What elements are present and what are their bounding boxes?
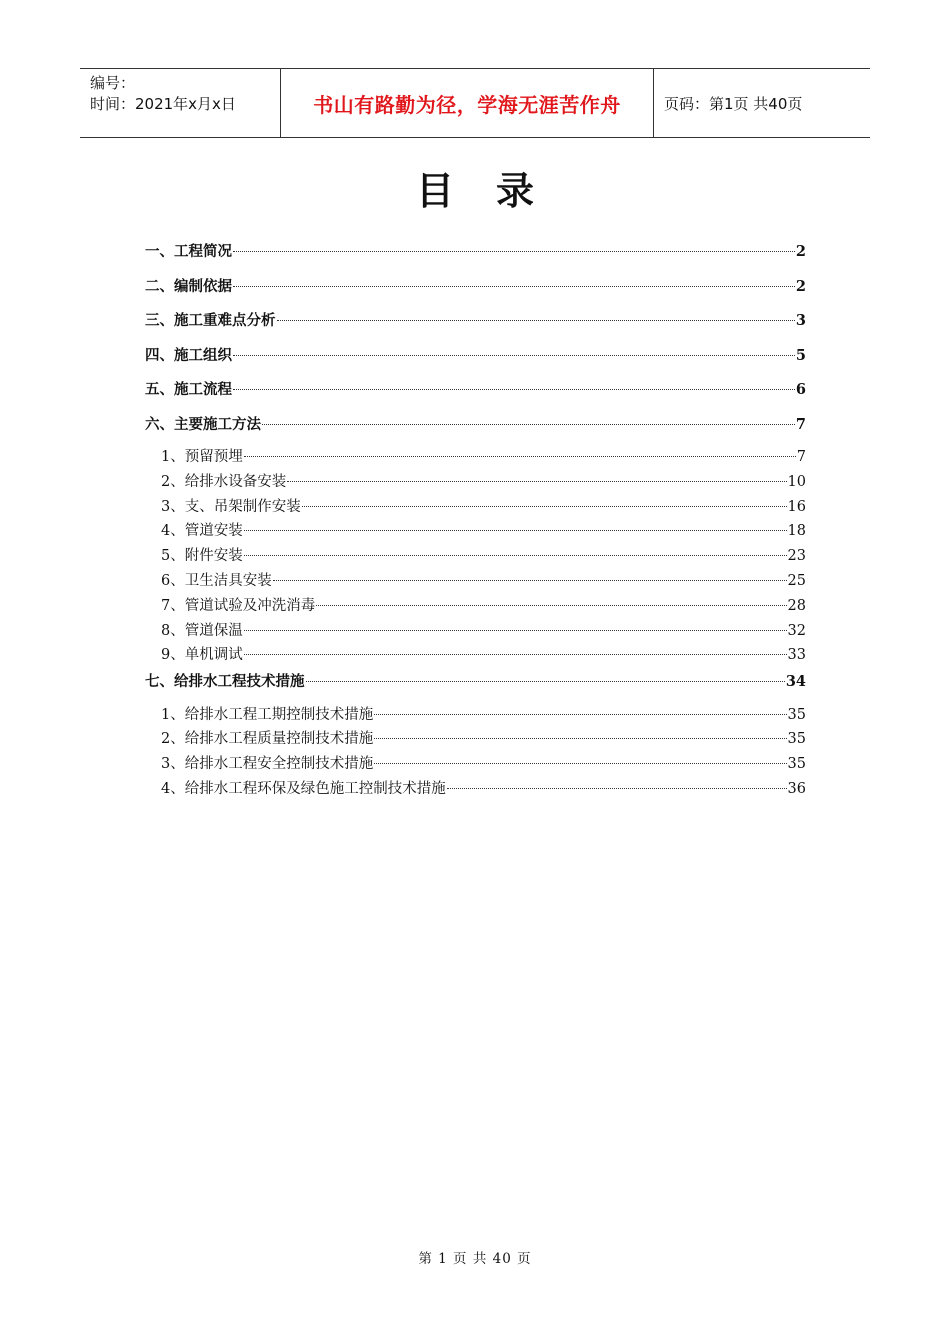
toc-entry-page: 35 (787, 706, 806, 723)
toc-entry-label: 七、给排水工程技术措施 (145, 673, 305, 691)
toc-entry-page: 3 (795, 312, 806, 329)
header-motto-cell (281, 69, 654, 137)
toc-entry-page: 28 (787, 597, 806, 614)
toc-entry-page: 25 (787, 572, 806, 589)
toc-entry-label: 6、卫生洁具安装 (161, 572, 272, 589)
toc-entry-page: 6 (795, 381, 806, 398)
toc-entry-page: 2 (795, 277, 806, 295)
toc-entry[interactable] (145, 273, 806, 308)
toc-subentry[interactable] (145, 594, 806, 619)
toc-entry-page: 10 (787, 473, 806, 490)
toc-entry-page: 35 (787, 756, 806, 773)
toc-subentry[interactable] (145, 495, 806, 520)
toc-entry-page: 34 (785, 673, 806, 691)
toc-subentry[interactable] (145, 519, 806, 544)
toc-entry[interactable] (145, 307, 806, 342)
toc-entry-page: 35 (787, 731, 806, 748)
toc-subentry[interactable] (145, 777, 806, 802)
toc-leader-dots (244, 629, 787, 631)
toc-leader-dots (244, 554, 787, 556)
toc-entry-page: 23 (787, 548, 806, 565)
header-page-info: 页码：第1页 共40页 (664, 94, 803, 113)
toc-subentry[interactable] (145, 470, 806, 495)
toc-entry-label: 4、给排水工程环保及绿色施工控制技术措施 (161, 781, 446, 798)
toc-entry-page: 18 (787, 523, 806, 540)
header-motto: 书山有路勤为径，学海无涯苦作舟 (313, 92, 621, 117)
toc-entry-page: 33 (787, 647, 806, 664)
toc-leader-dots (374, 713, 786, 715)
toc-entry-page: 5 (795, 346, 806, 364)
toc-entry-page: 7 (795, 415, 806, 433)
toc-entry-label: 9、单机调试 (161, 647, 243, 664)
table-of-contents (145, 238, 806, 802)
toc-entry[interactable] (145, 238, 806, 273)
toc-entry-label: 1、给排水工程工期控制技术措施 (161, 706, 374, 723)
toc-entry-label: 5、附件安装 (161, 548, 243, 565)
toc-leader-dots (244, 529, 787, 531)
toc-entry-label: 7、管道试验及冲洗消毒 (161, 597, 316, 614)
toc-subentry[interactable] (145, 619, 806, 644)
toc-entry-label: 三、施工重难点分析 (145, 312, 276, 329)
toc-entry-label: 一、工程简况 (145, 243, 232, 260)
toc-entry-page: 7 (796, 449, 806, 465)
toc-leader-dots (302, 505, 787, 507)
toc-entry-page: 36 (787, 781, 806, 798)
toc-entry-label: 8、管道保温 (161, 622, 243, 639)
header-number-label: 编号： (90, 74, 136, 92)
toc-leader-dots (233, 250, 795, 252)
toc-leader-dots (244, 455, 796, 457)
toc-entry-label: 3、支、吊架制作安装 (161, 498, 301, 515)
header-page-info-cell (654, 69, 870, 137)
toc-leader-dots (233, 285, 795, 287)
toc-entry-label: 1、预留预埋 (161, 449, 243, 465)
toc-entry-label: 3、给排水工程安全控制技术措施 (161, 756, 374, 773)
toc-leader-dots (374, 737, 786, 739)
toc-leader-dots (374, 762, 786, 764)
toc-leader-dots (262, 423, 795, 425)
header-time-label: 时间：2021年x月x日 (90, 95, 236, 113)
toc-leader-dots (244, 653, 787, 655)
toc-leader-dots (233, 388, 795, 390)
toc-subentry[interactable] (145, 752, 806, 777)
toc-subentry[interactable] (145, 445, 806, 470)
page-title: 目录 (415, 168, 576, 213)
toc-entry-label: 二、编制依据 (145, 277, 232, 295)
toc-entry[interactable] (145, 411, 806, 446)
toc-subentry[interactable] (145, 703, 806, 728)
toc-entry[interactable] (145, 376, 806, 411)
toc-leader-dots (447, 787, 787, 789)
toc-leader-dots (287, 480, 786, 482)
toc-entry-label: 五、施工流程 (145, 381, 232, 398)
toc-entry-page: 16 (787, 498, 806, 515)
page-footer: 第 1 页 共 40 页 (418, 1251, 532, 1267)
toc-subentry[interactable] (145, 643, 806, 668)
toc-entry[interactable] (145, 342, 806, 377)
toc-entry-label: 六、主要施工方法 (145, 415, 261, 433)
toc-subentry[interactable] (145, 569, 806, 594)
page-header (80, 68, 870, 138)
toc-entry-label: 2、给排水设备安装 (161, 473, 287, 490)
toc-entry-label: 四、施工组织 (145, 346, 232, 364)
toc-leader-dots (316, 604, 786, 606)
toc-entry-page: 32 (787, 622, 806, 639)
toc-subentry[interactable] (145, 727, 806, 752)
header-left-cell (80, 69, 281, 137)
toc-entry-page: 2 (795, 243, 806, 260)
toc-subentry[interactable] (145, 544, 806, 569)
toc-entry[interactable] (145, 668, 806, 703)
toc-entry-label: 4、管道安装 (161, 523, 243, 540)
toc-leader-dots (277, 319, 795, 321)
toc-leader-dots (233, 354, 795, 356)
toc-leader-dots (273, 579, 787, 581)
toc-entry-label: 2、给排水工程质量控制技术措施 (161, 731, 374, 748)
toc-leader-dots (306, 680, 785, 682)
